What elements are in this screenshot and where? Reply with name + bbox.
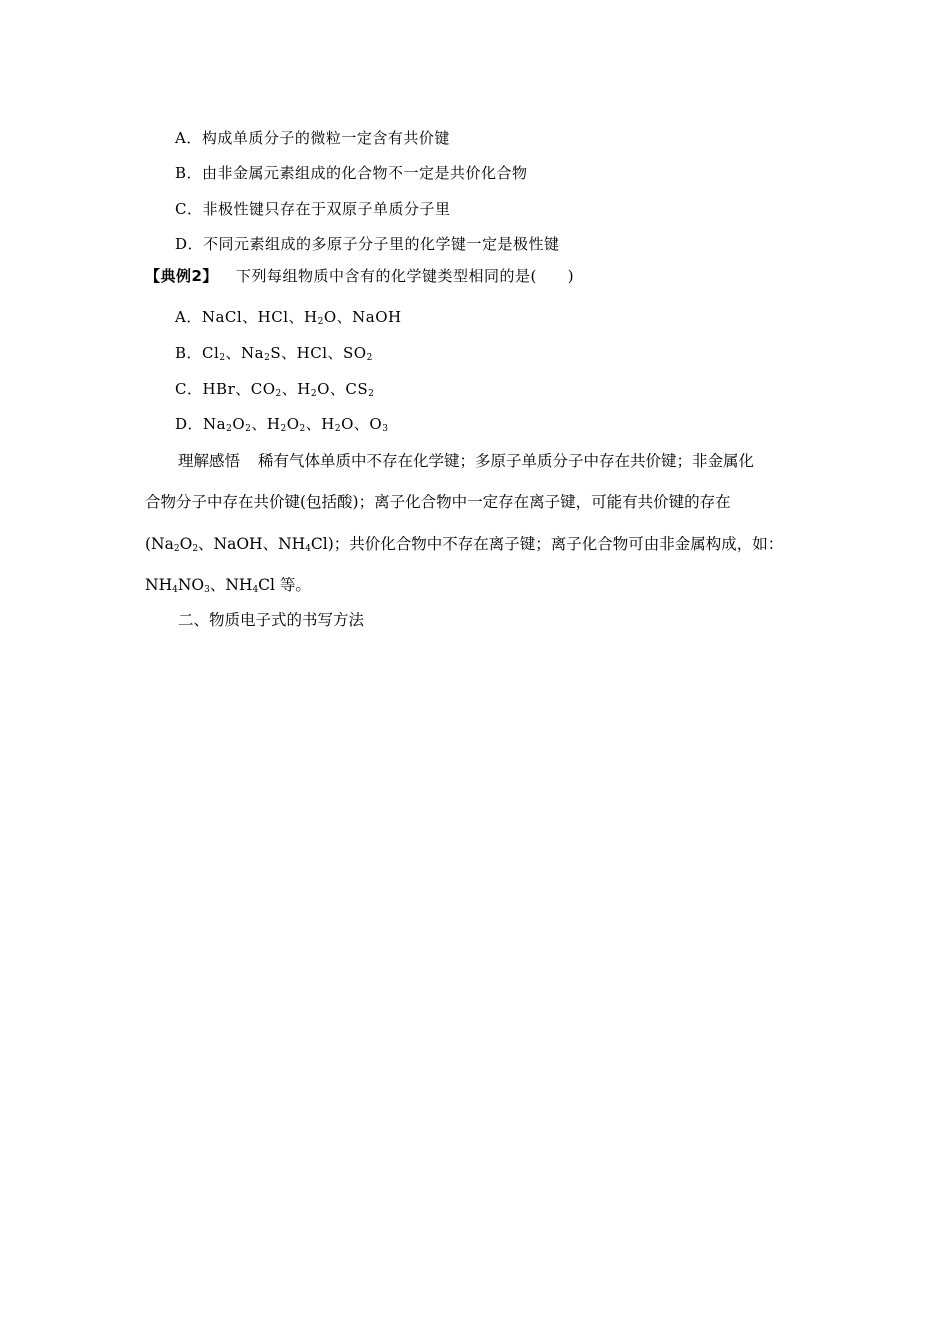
text: Cl 等。 — [258, 576, 311, 594]
insight-line-4 — [145, 575, 311, 595]
subscript: 2 — [334, 424, 342, 434]
example-2-option-d — [175, 414, 388, 434]
subscript: 4 — [305, 544, 311, 554]
text: B．Cl — [175, 344, 220, 362]
text: 、H — [281, 380, 311, 398]
subscript: 2 — [368, 389, 375, 399]
subscript: 4 — [172, 585, 178, 595]
text: O、NaOH — [323, 308, 402, 326]
text: O、CS — [317, 380, 369, 398]
example-2-option-b — [175, 343, 373, 363]
insight-line-1 — [178, 451, 754, 471]
subscript: 3 — [382, 424, 389, 434]
subscript: 3 — [204, 585, 210, 595]
text: 、NaOH、NH — [198, 535, 306, 553]
subscript: 2 — [310, 389, 318, 399]
text: O、O — [341, 415, 383, 433]
example-2-stem-line — [145, 266, 574, 286]
subscript: 2 — [219, 353, 226, 363]
text: 、H — [305, 415, 335, 433]
text: O — [286, 415, 300, 433]
text: NH — [145, 576, 173, 594]
text: O — [232, 415, 246, 433]
option-b: B．由非金属元素组成的化合物不一定是共价化合物 — [175, 164, 528, 182]
subscript: 2 — [280, 424, 287, 434]
insight-line-3 — [145, 534, 783, 554]
subscript: 2 — [299, 424, 306, 434]
text: (Na — [145, 535, 174, 553]
option-d: D．不同元素组成的多原子分子里的化学键一定是极性键 — [175, 235, 560, 253]
text: 、H — [251, 415, 281, 433]
text: Cl)；共价化合物中不存在离子键；离子化合物可由非金属构成，如： — [310, 535, 784, 553]
subscript: 2 — [245, 424, 252, 434]
example-2-label: 【典例2】 — [145, 267, 218, 285]
subscript: 2 — [264, 353, 271, 363]
subscript: 4 — [252, 585, 259, 595]
text: 、Na — [225, 344, 265, 362]
subscript: 2 — [192, 544, 199, 554]
text: C．HBr、CO — [175, 380, 276, 398]
subscript: 2 — [317, 317, 324, 327]
subscript: 2 — [226, 424, 233, 434]
text: 、NH — [209, 576, 253, 594]
text: NO — [177, 576, 205, 594]
text: O — [179, 535, 193, 553]
option-a: A．构成单质分子的微粒一定含有共价键 — [175, 129, 450, 147]
subscript: 2 — [173, 544, 180, 554]
insight-label: 理解感悟 — [178, 452, 241, 470]
subscript: 2 — [366, 353, 373, 363]
text: D．Na — [175, 415, 227, 433]
text: A．NaCl、HCl、H — [175, 308, 318, 326]
example-2-option-c — [175, 379, 374, 399]
subscript: 2 — [275, 389, 282, 399]
example-2-option-a — [175, 307, 402, 327]
insight-line-2: 合物分子中存在共价键(包括酸)；离子化合物中一定存在离子键，可能有共价键的存在 — [145, 493, 731, 511]
example-2-stem: 下列每组物质中含有的化学键类型相同的是( ) — [235, 267, 575, 285]
text: 稀有气体单质中不存在化学键；多原子单质分子中存在共价键；非金属化 — [258, 452, 755, 470]
text: S、HCl、SO — [270, 344, 367, 362]
section-heading: 二、物质电子式的书写方法 — [178, 611, 365, 629]
option-c: C．非极性键只存在于双原子单质分子里 — [175, 200, 451, 218]
